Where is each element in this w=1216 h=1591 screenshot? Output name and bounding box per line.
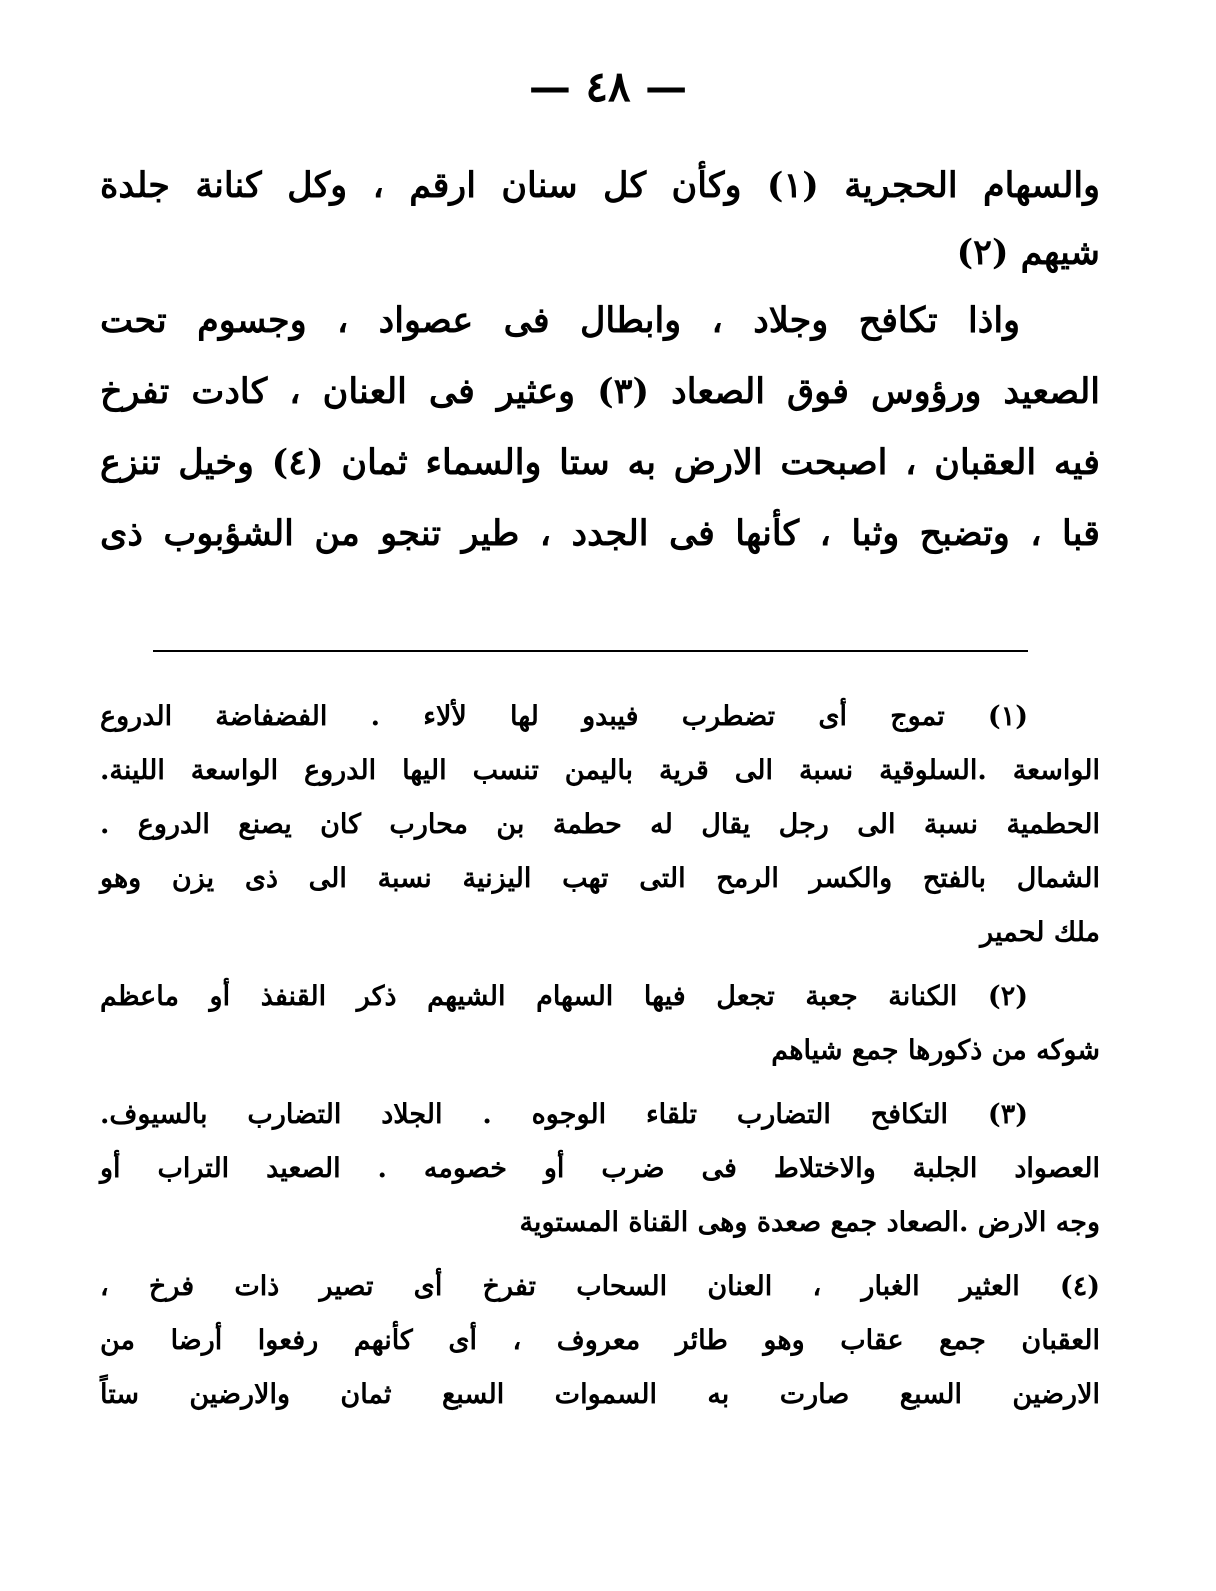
page-number: — ٤٨ — <box>528 62 688 111</box>
footnote-2 <box>100 970 1100 1078</box>
footnote-1 <box>100 690 1100 960</box>
main-text-line: قبا ، وتضبح وثبا ، كأنها فى الجدد ، طير تنجو من الشؤبوب ذى <box>100 513 1100 554</box>
footnote-3 <box>100 1088 1100 1250</box>
footnote-line: وجه الارض .الصعاد جمع صعدة وهى القناة المستوية <box>519 1207 1100 1238</box>
footnote-line: شوكه من ذكورها جمع شياهم <box>771 1035 1100 1066</box>
footnote-line: الشمال بالفتح والكسر الرمح التى تهب اليزنية نسبة الى ذى يزن وهو <box>100 863 1100 894</box>
main-text <box>100 150 1100 569</box>
footnote-line: (٤) العثير الغبار ، العنان السحاب تفرخ أى تصير ذات فرخ ، <box>100 1271 1100 1302</box>
footnote-line: (٢) الكنانة جعبة تجعل فيها السهام الشيهم ذكر القنفذ أو ماعظم <box>100 981 1028 1012</box>
footnote-line: الواسعة .السلوقية نسبة الى قرية باليمن تنسب اليها الدروع الواسعة اللينة. <box>100 755 1100 786</box>
footnote-line: الحطمية نسبة الى رجل يقال له حطمة بن محارب كان يصنع الدروع . <box>100 809 1100 840</box>
main-text-line: الصعيد ورؤوس فوق الصعاد (٣) وعثير فى العنان ، كادت تفرخ <box>100 371 1100 412</box>
footnote-divider <box>153 650 1028 652</box>
footnote-line: (١) تموج أى تضطرب فيبدو لها لألاء . الفضفاضة الدروع <box>100 701 1028 732</box>
footnotes <box>100 690 1100 1432</box>
footnote-line: العصواد الجلبة والاختلاط فى ضرب أو خصومه . الصعيد التراب أو <box>100 1153 1100 1184</box>
main-text-line: شيهم (٢) <box>956 232 1100 273</box>
footnote-line: (٣) التكافح التضارب تلقاء الوجوه . الجلاد التضارب بالسيوف. <box>100 1099 1028 1130</box>
main-text-line: والسهام الحجرية (١) وكأن كل سنان ارقم ، وكل كنانة جلدة <box>100 165 1100 206</box>
footnote-line: ملك لحمير <box>980 917 1100 948</box>
footnote-4 <box>100 1260 1100 1422</box>
footnote-line: العقبان جمع عقاب وهو طائر معروف ، أى كأنهم رفعوا أرضا من <box>100 1325 1100 1356</box>
footnote-line: الارضين السبع صارت به السموات السبع ثمان والارضين ستاً <box>100 1379 1100 1410</box>
main-text-line: فيه العقبان ، اصبحت الارض به ستا والسماء ثمان (٤) وخيل تنزع <box>100 442 1100 483</box>
main-text-line: واذا تكافح وجلاد ، وابطال فى عصواد ، وجسوم تحت <box>100 300 1020 341</box>
